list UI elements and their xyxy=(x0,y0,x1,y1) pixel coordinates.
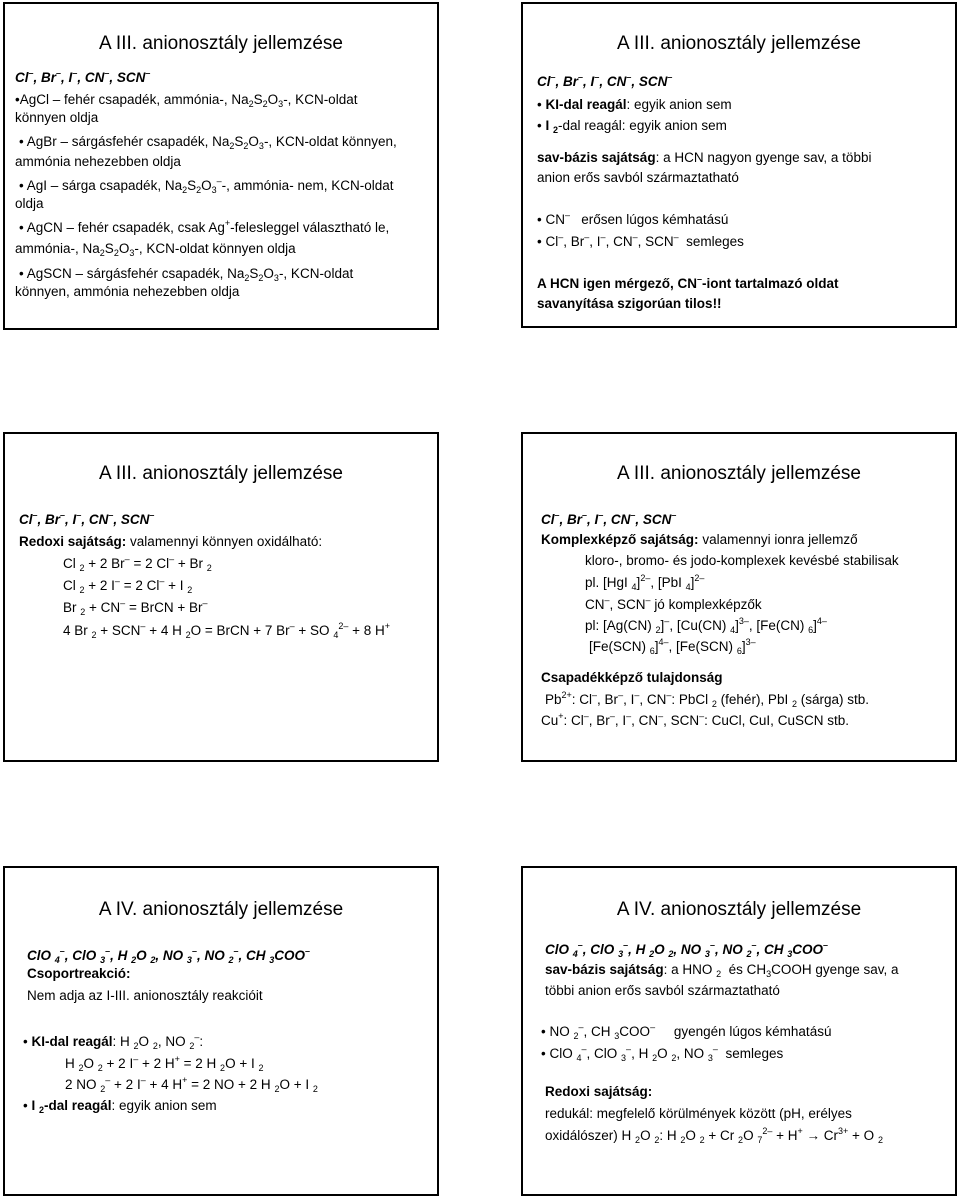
equation: 4 Br $_2$ + SCN– + 4 H $_2$O = BrCN + 7 Br– + SO $_4^{2-}$ + 8 H+ xyxy=(63,621,391,640)
list-item: • AgCN – fehér csapadék, csak Ag+-felesleggel választható le, xyxy=(19,218,390,235)
acid-base-text: többi anion erős savból származtatható xyxy=(545,983,780,998)
list-item: • AgBr – sárgásfehér csapadék, $Na_2S_2O_3-$, KCN-oldat könnyen, xyxy=(19,134,397,151)
complex-text: Komplexképző sajátság: valamennyi ionra jellemző xyxy=(541,532,858,547)
equation: Cl $_2$ + 2 Br– = 2 Cl– + Br $_2$ xyxy=(63,554,212,573)
slide-title: A III. anionosztály jellemzése xyxy=(99,463,343,484)
ion-list: Cl–, Br–, I–, CN–, SCN– xyxy=(19,510,155,527)
precip-text: Cu+: Cl–, Br–, I–, CN–, SCN–: CuCl, CuI, CuSCN stb. xyxy=(541,711,849,728)
acid-base-text: anion erős savból származtatható xyxy=(537,170,739,185)
slide-6 xyxy=(521,866,957,1196)
slide-title: A III. anionosztály jellemzése xyxy=(617,463,861,484)
ion-list: ClO $_4$–, ClO $_3$–, H $_2$O $_2$, NO $_3$–, NO $_2$–, CH $_3$COO– xyxy=(27,946,311,965)
slide-5 xyxy=(3,866,439,1196)
complex-text: [Fe(SCN) $_6$]$^{4-}$, [Fe(SCN) $_6$]$^{3-}$ xyxy=(589,637,756,656)
ion-list: Cl–, Br–, I–, CN–, SCN– xyxy=(15,68,151,85)
list-item: ammónia-, $Na_2S_2O_3-$, KCN-oldat könnyen oldja xyxy=(15,241,296,258)
list-item: • KI-dal reagál: egyik anion sem xyxy=(537,97,732,112)
list-item: könnyen, ammónia nehezebben oldja xyxy=(15,284,240,299)
equation: Br $_2$ + CN– = BrCN + Br– xyxy=(63,598,208,617)
list-item: • NO $_2$–, CH $_3$COO– gyengén lúgos kémhatású xyxy=(541,1022,832,1041)
ion-list: Cl–, Br–, I–, CN–, SCN– xyxy=(537,72,673,89)
slide-1 xyxy=(3,2,439,330)
precip-text: $Pb^{2+}$: Cl–, Br–, I–, CN–: PbCl $_2$ (fehér), PbI $_2$ (sárga) stb. xyxy=(545,690,870,709)
complex-text: kloro-, bromo- és jodo-komplexek kevésbé stabilisak xyxy=(585,553,899,568)
complex-text: pl. [HgI $_4$]$^{2-}$, [PbI $_4$]$^{2-}$ xyxy=(585,573,705,592)
group-reaction-label: Csoportreakció: xyxy=(27,966,131,981)
list-item: • I $_2$-dal reagál: egyik anion sem xyxy=(537,118,727,135)
slide-3 xyxy=(3,432,439,762)
slide-2 xyxy=(521,2,957,328)
slide-title: A IV. anionosztály jellemzése xyxy=(616,899,862,920)
list-item: • I $_2$-dal reagál: egyik anion sem xyxy=(23,1098,217,1115)
redox-text: oxidálószer) H $_2$O $_2$: H $_2$O $_2$ + Cr $_2$O $_7^{2-} + H^+ \to Cr^{3+} + O$ $_2$ xyxy=(545,1126,883,1145)
slide-title: A III. anionosztály jellemzése xyxy=(617,33,861,54)
list-item: • Cl–, Br–, I–, CN–, SCN– semleges xyxy=(537,232,744,249)
list-item: oldja xyxy=(15,196,44,211)
acid-base-text: sav-bázis sajátság: a HNO $_2$ és $CH_3COOH$ gyenge sav, a xyxy=(545,962,899,979)
complex-text: CN–, SCN– jó komplexképzők xyxy=(585,595,762,612)
ion-list: Cl–, Br–, I–, CN–, SCN– xyxy=(541,510,677,527)
list-item: • AgSCN – sárgásfehér csapadék, $Na_2S_2O_3-$, KCN-oldat xyxy=(19,266,354,283)
list-item: ammónia nehezebben oldja xyxy=(15,154,181,169)
slide-title: A III. anionosztály jellemzése xyxy=(99,33,343,54)
arrow-icon: → xyxy=(806,1128,821,1143)
list-item: •AgCl – fehér csapadék, ammónia-, $Na_2S_2O_3-$, KCN-oldat xyxy=(15,92,358,109)
complex-text: pl: [Ag(CN) $_2$]–, [Cu(CN) $_4$]$^{3-}$, [Fe(CN) $_6$]$^{4-}$ xyxy=(585,616,827,635)
equation: H $_2$O $_2$ + 2 I– + 2 H+ = 2 H $_2$O + I $_2$ xyxy=(65,1054,264,1073)
list-item: • KI-dal reagál: H $_2$O $_2$, NO $_2$–: xyxy=(23,1032,204,1051)
precip-label: Csapadékképző tulajdonság xyxy=(541,670,723,685)
list-item: • CN– erősen lúgos kémhatású xyxy=(537,210,729,227)
warning-text: savanyítása szigorúan tilos!! xyxy=(537,296,722,311)
slide-title: A IV. anionosztály jellemzése xyxy=(98,899,344,920)
redox-text: Redoxi sajátság: valamennyi könnyen oxidálható: xyxy=(19,534,323,549)
group-reaction-text: Nem adja az I-III. anionosztály reakcióit xyxy=(27,988,263,1003)
list-item: • ClO $_4$–, ClO $_3$–, H $_2$O $_2$, NO $_3$– semleges xyxy=(541,1044,784,1063)
equation: 2 NO $_2$– + 2 I– + 4 H+ = 2 NO + 2 H $_2$O + I $_2$ xyxy=(65,1075,318,1094)
warning-text: A HCN igen mérgező, CN–-iont tartalmazó oldat xyxy=(537,274,839,291)
slide-4 xyxy=(521,432,957,762)
list-item: • AgI – sárga csapadék, $Na_2S_2O_3^--$, ammónia- nem, KCN-oldat xyxy=(19,176,394,195)
list-item: könnyen oldja xyxy=(15,110,99,125)
ion-list: ClO $_4$–, ClO $_3$–, H $_2$O $_2$, NO $_3$–, NO $_2$–, CH $_3$COO– xyxy=(545,940,829,959)
acid-base-text: sav-bázis sajátság: a HCN nagyon gyenge sav, a többi xyxy=(537,150,872,165)
equation: Cl $_2$ + 2 I– = 2 Cl– + I $_2$ xyxy=(63,576,193,595)
redox-label: Redoxi sajátság: xyxy=(545,1084,653,1099)
redox-text: redukál: megfelelő körülmények között (pH, erélyes xyxy=(545,1106,852,1121)
